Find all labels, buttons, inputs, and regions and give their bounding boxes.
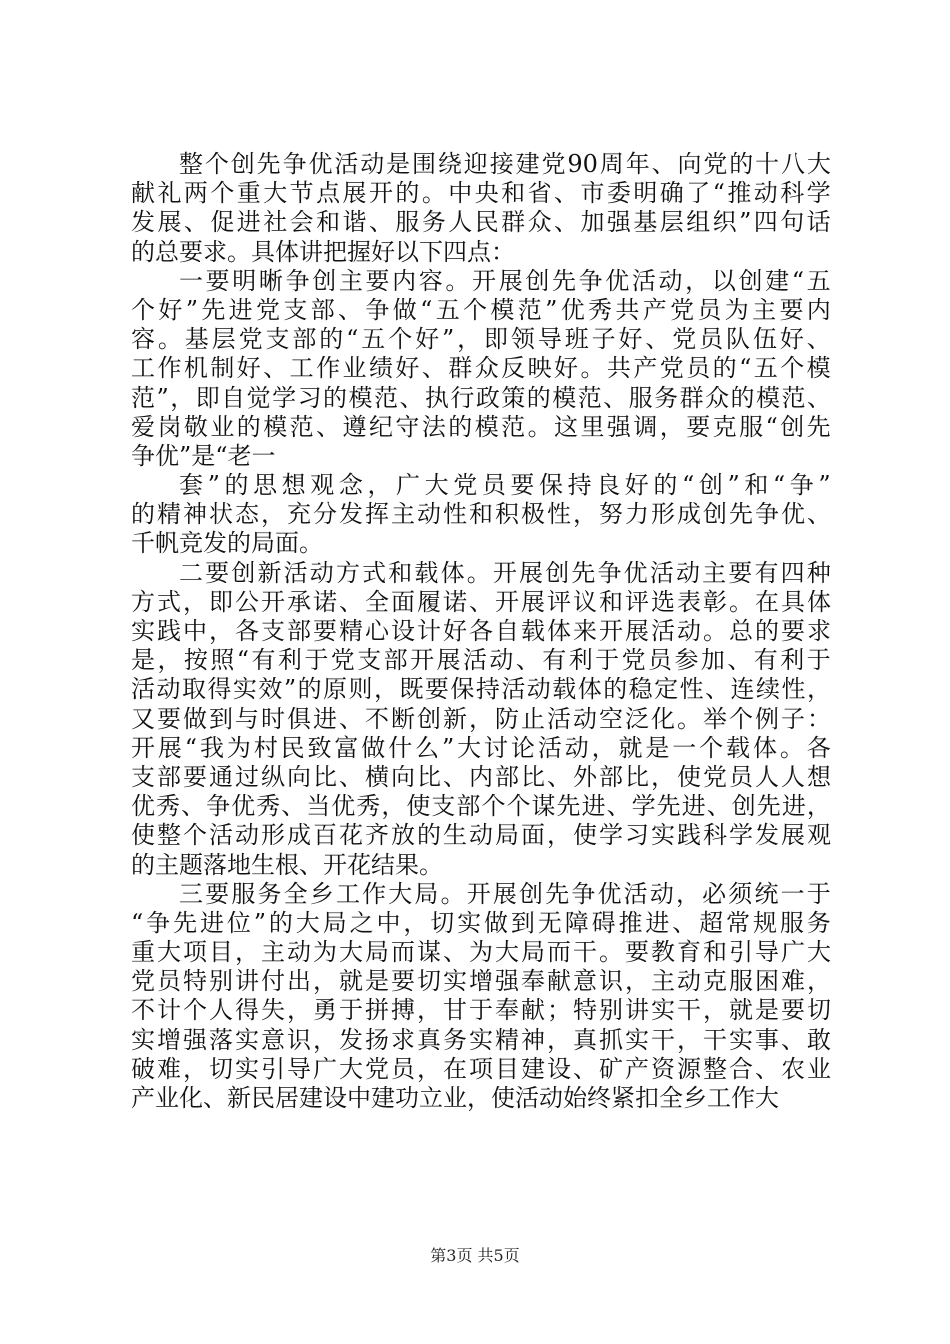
text-line: 是 ， 按 照 “ 有 利 于 党 支 部 开 展 活 动 、 有 利 于 党 员 参 加 、 有 利 于	[131, 646, 831, 675]
text-line: 破 难 ， 切 实 引 导 广 大 党 员 ， 在 项 目 建 设 、 矿 产 资 源 整 合 、 农 业	[131, 1054, 831, 1083]
text-line: 又 要 做 到 与 时 俱 进 、 不 断 创 新 ， 防 止 活 动 空 泛 化 。 举 个 例 子 ：	[131, 704, 831, 733]
paragraph	[131, 559, 831, 880]
text-line: 献 礼 两 个 重 大 节 点 展 开 的 。 中 央 和 省 、 市 委 明 确 了 “ 推 动 科 学	[131, 179, 831, 208]
page-footer: 第3页 共5页	[430, 1246, 520, 1265]
text-line: 套 ” 的 思 想 观 念 ， 广 大 党 员 要 保 持 良 好 的 “ 创 ” 和 “ 争 ”	[179, 471, 831, 500]
text-line: 三 要 服 务 全 乡 工 作 大 局 。 开 展 创 先 争 优 活 动 ， 必 须 统 一 于	[179, 879, 831, 908]
text-line: 整 个 创 先 争 优 活 动 是 围 绕 迎 接 建 党 90 周 年 、 向 党 的 十 八 大	[179, 150, 831, 178]
text-line: 使 整 个 活 动 形 成 百 花 齐 放 的 生 动 局 面 ， 使 学 习 实 践 科 学 发 展 观	[131, 821, 831, 850]
text-line: 容 。 基 层 党 支 部 的 “ 五 个 好 ” ， 即 领 导 班 子 好 、 党 员 队 伍 好 、	[131, 325, 831, 354]
text-line: 发 展 、 促 进 社 会 和 谐 、 服 务 人 民 群 众 、 加 强 基 层 组 织 ” 四 句 话	[131, 208, 831, 237]
paragraph	[131, 471, 831, 559]
paragraph	[131, 880, 831, 1114]
text-line: 的总要求。具体讲把握好以下四点：	[131, 237, 515, 266]
paragraph	[131, 267, 831, 471]
text-line: 爱 岗 敬 业 的 模 范 、 遵 纪 守 法 的 模 范 。 这 里 强 调 ， 要 克 服 “ 创 先	[131, 412, 831, 441]
text-line: 工 作 机 制 好 、 工 作 业 绩 好 、 群 众 反 映 好 。 共 产 党 员 的 “ 五 个 模	[131, 354, 831, 383]
text-line: 一 要 明 晰 争 创 主 要 内 容 。 开 展 创 先 争 优 活 动 ， 以 创 建 “ 五	[179, 266, 831, 295]
text-line: 争优”是“老一	[131, 441, 276, 470]
text-line: 方 式 ， 即 公 开 承 诺 、 全 面 履 诺 、 开 展 评 议 和 评 选 表 彰 。 在 具 体	[131, 587, 831, 616]
document-body	[131, 150, 831, 1113]
text-line: 千帆竞发的局面。	[131, 529, 323, 558]
paragraph	[131, 150, 831, 267]
text-line: 优 秀 、 争 优 秀 、 当 优 秀 ， 使 支 部 个 个 谋 先 进 、 学 先 进 、 创 先 进 ，	[131, 792, 831, 821]
text-line: 个 好 ” 先 进 党 支 部 、 争 做 “ 五 个 模 范 ” 优 秀 共 产 党 员 为 主 要 内	[131, 295, 831, 324]
text-line: 二 要 创 新 活 动 方 式 和 载 体 。 开 展 创 先 争 优 活 动 主 要 有 四 种	[179, 558, 831, 587]
text-line: “ 争 先 进 位 ” 的 大 局 之 中 ， 切 实 做 到 无 障 碍 推 进 、 超 常 规 服 务	[131, 908, 831, 937]
text-line: 的 精 神 状 态 ， 充 分 发 挥 主 动 性 和 积 极 性 ， 努 力 形 成 创 先 争 优 、	[131, 500, 831, 529]
text-line: 实 增 强 落 实 意 识 ， 发 扬 求 真 务 实 精 神 ， 真 抓 实 干 ， 干 实 事 、 敢	[131, 1025, 831, 1054]
text-line: 重 大 项 目 ， 主 动 为 大 局 而 谋 、 为 大 局 而 干 。 要 教 育 和 引 导 广 大	[131, 938, 831, 967]
text-line: 活 动 取 得 实 效 ” 的 原 则 ， 既 要 保 持 活 动 载 体 的 稳 定 性 、 连 续 性 ，	[131, 675, 831, 704]
text-line: 不 计 个 人 得 失 ， 勇 于 拼 搏 ， 甘 于 奉 献 ； 特 别 讲 实 干 ， 就 是 要 切	[131, 996, 831, 1025]
text-line: 范 ” ， 即 自 觉 学 习 的 模 范 、 执 行 政 策 的 模 范 、 服 务 群 众 的 模 范 、	[131, 383, 831, 412]
text-line: 开 展 “ 我 为 村 民 致 富 做 什 么 ” 大 讨 论 活 动 ， 就 是 一 个 载 体 。 各	[131, 733, 831, 762]
text-line: 实 践 中 ， 各 支 部 要 精 心 设 计 好 各 自 载 体 来 开 展 活 动 。 总 的 要 求	[131, 617, 831, 645]
text-line: 党 员 特 别 讲 付 出 ， 就 是 要 切 实 增 强 奉 献 意 识 ， 主 动 克 服 困 难 ，	[131, 967, 831, 996]
text-line: 产业化、新民居建设中建功立业，使活动始终紧扣全乡工作大	[131, 1084, 779, 1112]
text-line: 支 部 要 通 过 纵 向 比 、 横 向 比 、 内 部 比 、 外 部 比 ， 使 党 员 人 人 想	[131, 762, 831, 791]
text-line: 的主题落地生根、开花结果。	[131, 850, 443, 879]
